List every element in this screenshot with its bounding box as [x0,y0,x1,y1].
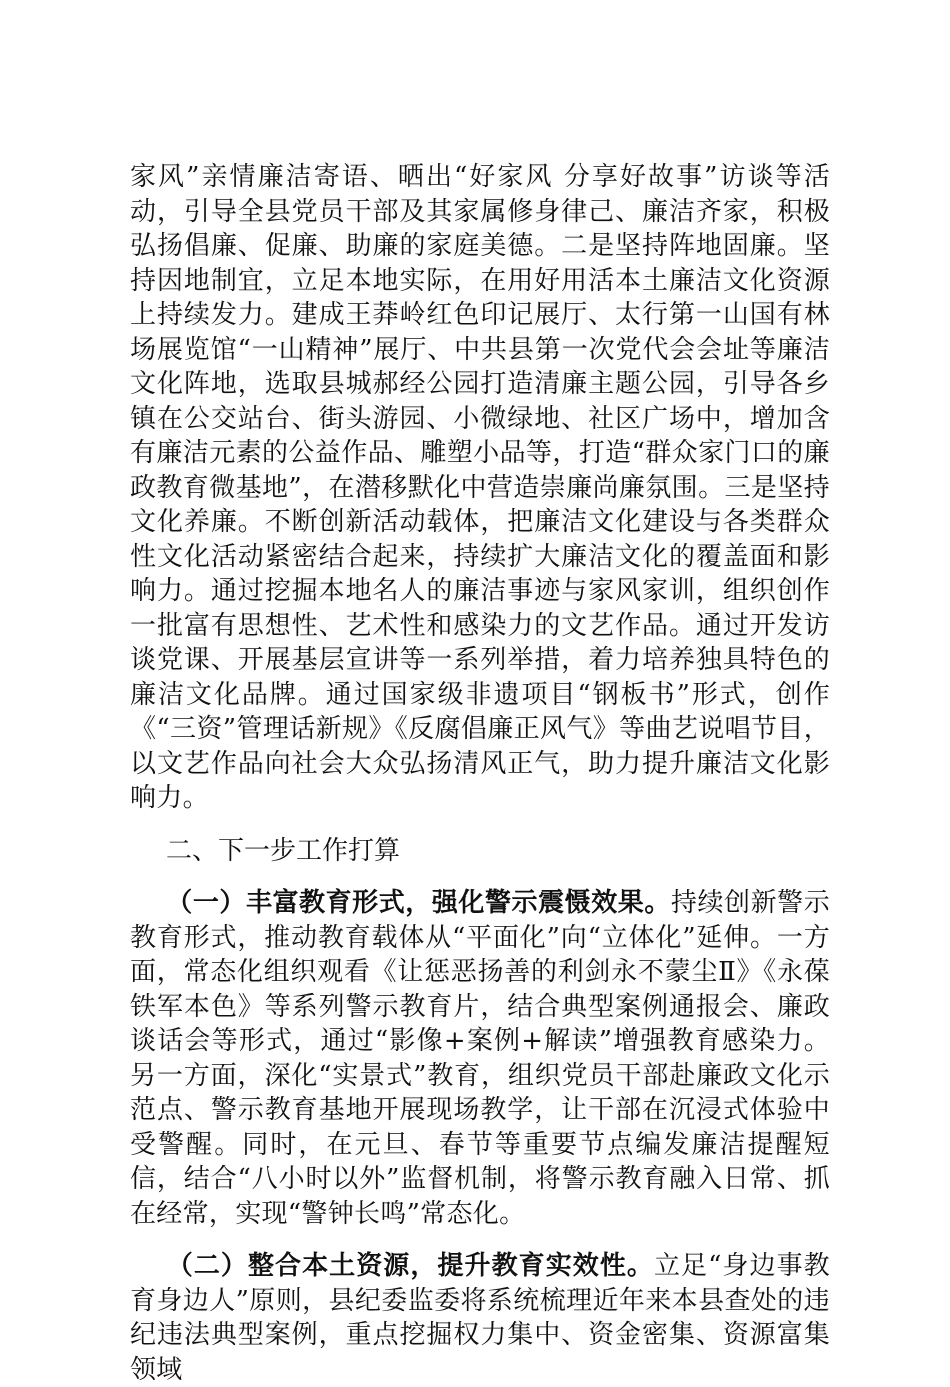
continued-paragraph: 家风”亲情廉洁寄语、晒出“好家风 分享好故事”访谈等活动，引导全县党员干部及其家属修身律己、廉洁齐家，积极弘扬倡廉、促廉、助廉的家庭美德。二是坚持阵地固廉。坚持因地制宜，立足本地实际，在用好用活本土廉洁文化资源上持续发力。建成王莽岭红色印记展厅、太行第一山国有林场展览馆“一山精神”展厅、中共县第一次党代会会址等廉洁文化阵地，选取县城郝经公园打造清廉主题公园，引导各乡镇在公交站台、街头游园、小微绿地、社区广场中，增加含有廉洁元素的公益作品、雕塑小品等，打造“群众家门口的廉政教育微基地”，在潜移默化中营造崇廉尚廉氛围。三是坚持文化养廉。不断创新活动载体，把廉洁文化建设与各类群众性文化活动紧密结合起来，持续扩大廉洁文化的覆盖面和影响力。通过挖掘本地名人的廉洁事迹与家风家训，组织创作一批富有思想性、艺术性和感染力的文艺作品。通过开发访谈党课、开展基层宣讲等一系列举措，着力培养独具特色的廉洁文化品牌。通过国家级非遗项目“钢板书”形式，创作《“三资”管理话新规》《反腐倡廉正风气》等曲艺说唱节目，以文艺作品向社会大众弘扬清风正气，助力提升廉洁文化影响力。 [130,162,830,813]
item-1-paragraph [130,886,830,1231]
document-body [130,160,830,1387]
item-1-lead: （一）丰富教育形式，强化警示震慑效果。 [166,888,671,918]
item-1-body: 持续创新警示教育形式，推动教育载体从“平面化”向“立体化”延伸。一方面，常态化组织观看《让惩恶扬善的利剑永不蒙尘Ⅱ》《永葆铁军本色》等系列警示教育片，结合典型案例通报会、廉政谈话会等形式，通过“影像+案例+解读”增强教育感染力。另一方面，深化“实景式”教育，组织党员干部赴廉政文化示范点、警示教育基地开展现场教学，让干部在沉浸式体验中受警醒。同时，在元旦、春节等重要节点编发廉洁提醒短信，结合“八小时以外”监督机制，将警示教育融入日常、抓在经常，实现“警钟长鸣”常态化。 [130,888,830,1229]
item-2-paragraph [130,1249,830,1387]
item-2-lead: （二）整合本土资源，提升教育实效性。 [166,1251,654,1281]
section-heading: 二、下一步工作打算 [166,835,401,866]
item-2-body: 立足“身边事教育身边人”原则，县纪委监委将系统梳理近年来本县查处的违纪违法典型案例，重点挖掘权力集中、资金密集、资源富集领域 [130,1251,830,1385]
